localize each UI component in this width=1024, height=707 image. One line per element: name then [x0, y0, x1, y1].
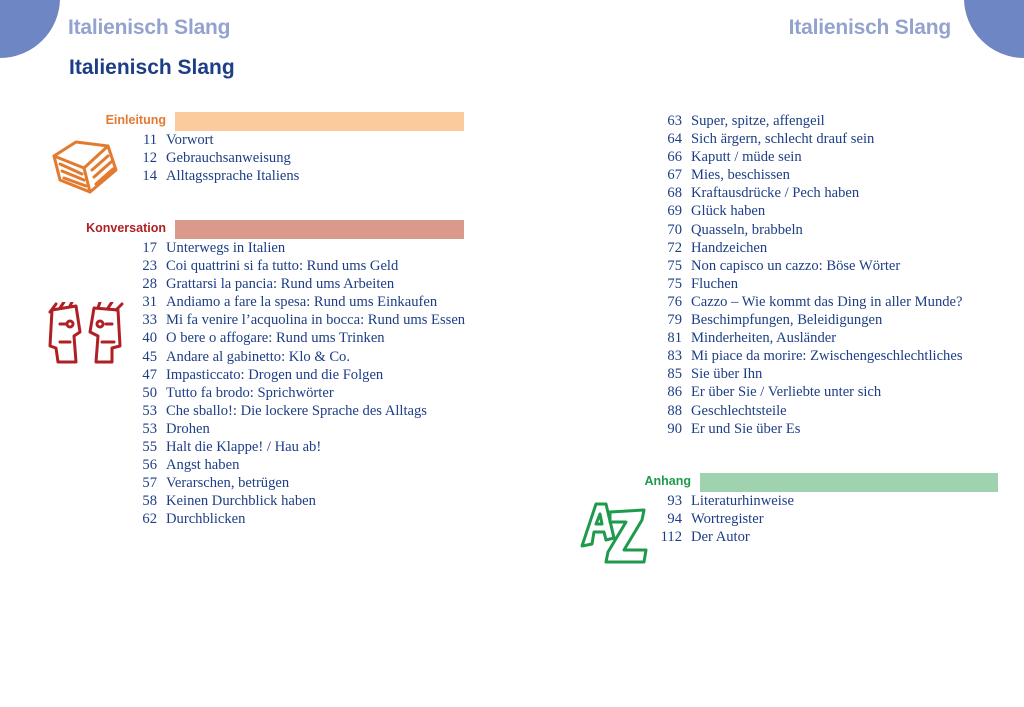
toc-page-number: 53	[142, 420, 157, 437]
toc-entry	[0, 492, 470, 510]
toc-entry-title: Wortregister	[691, 511, 764, 528]
toc-entry	[0, 510, 470, 528]
toc-entry-title: Impasticcato: Drogen und die Folgen	[166, 366, 384, 383]
two-faces-icon	[46, 302, 124, 366]
section-label: Einleitung	[105, 113, 166, 127]
toc-page-number: 58	[142, 493, 157, 510]
toc-page-number: 86	[667, 384, 682, 401]
toc-page-number: 83	[667, 348, 682, 365]
toc-entry	[525, 420, 1005, 438]
toc-entry-title: Fluchen	[691, 275, 739, 292]
toc-entry-title: Durchblicken	[166, 511, 246, 528]
toc-page-number: 56	[142, 457, 157, 474]
section-header	[0, 112, 470, 131]
toc-entry	[0, 384, 470, 402]
toc-entry-title: Verarschen, betrügen	[166, 475, 290, 492]
toc-entry	[0, 366, 470, 384]
toc-page-number: 69	[667, 203, 682, 220]
toc-page-number: 79	[667, 312, 682, 329]
toc-entry-title: Kaputt / müde sein	[691, 149, 802, 166]
toc-page-number: 55	[142, 439, 157, 456]
toc-entry	[525, 402, 1005, 420]
toc-entry	[525, 329, 1005, 347]
toc-entry	[0, 239, 470, 257]
toc-page-number: 75	[667, 275, 682, 292]
toc-page-number: 112	[660, 529, 682, 546]
toc-entry	[525, 130, 1005, 148]
toc-entry	[525, 184, 1005, 202]
toc-entry-title: Super, spitze, affengeil	[691, 113, 825, 129]
toc-entry	[525, 239, 1005, 257]
toc-entry-title: Coi quattrini si fa tutto: Rund ums Geld	[166, 258, 399, 275]
running-head-right: Italienisch Slang	[788, 16, 951, 39]
corner-decoration-right	[964, 0, 1024, 58]
toc-page-number: 62	[142, 511, 157, 528]
toc-entry	[525, 347, 1005, 365]
toc-entry-title: Beschimpfungen, Beleidigungen	[691, 312, 883, 329]
toc-page-number: 63	[667, 113, 682, 129]
toc-entry-title: Non capisco un cazzo: Böse Wörter	[691, 257, 901, 274]
toc-entry	[525, 166, 1005, 184]
toc-entry	[0, 456, 470, 474]
toc-entry-title: Angst haben	[166, 457, 240, 474]
toc-entry	[525, 148, 1005, 166]
toc-page-number: 76	[667, 293, 682, 310]
toc-entry	[525, 112, 1005, 130]
toc-entry-title: Vorwort	[166, 132, 214, 148]
toc-entry-title: Grattarsi la pancia: Rund ums Arbeiten	[166, 276, 395, 293]
toc-entry-title: Minderheiten, Ausländer	[691, 330, 837, 347]
toc-page-number: 23	[142, 258, 157, 275]
section-bar	[175, 112, 464, 131]
section-bar	[175, 220, 464, 239]
toc-entry-title: Sie über Ihn	[691, 366, 763, 383]
toc-page-number: 88	[667, 402, 682, 419]
toc-page-number: 94	[667, 511, 682, 528]
toc-page-number: 33	[142, 312, 157, 329]
toc-entry-title: Quasseln, brabbeln	[691, 221, 803, 238]
toc-entry-title: Alltagssprache Italiens	[166, 168, 300, 185]
toc-list	[0, 239, 470, 529]
toc-entry	[525, 293, 1005, 311]
toc-entry-title: Keinen Durchblick haben	[166, 493, 316, 510]
toc-entry	[0, 438, 470, 456]
toc-entry-title: Tutto fa brodo: Sprichwörter	[166, 384, 334, 401]
section-header	[525, 473, 1005, 492]
toc-entry-title: Sich ärgern, schlecht drauf sein	[691, 131, 875, 148]
toc-page-number: 47	[142, 366, 157, 383]
a-z-icon	[578, 498, 650, 566]
toc-entry-title: Er über Sie / Verliebte unter sich	[691, 384, 882, 401]
toc-entry	[525, 202, 1005, 220]
toc-entry-title: Cazzo – Wie kommt das Ding in aller Munde?	[691, 293, 963, 310]
toc-entry-title: Er und Sie über Es	[691, 420, 801, 437]
toc-page-number: 81	[667, 330, 682, 347]
toc-entry-title: Literaturhinweise	[691, 493, 794, 509]
toc-page-number: 68	[667, 185, 682, 202]
toc-page-number: 45	[142, 348, 157, 365]
toc-page-number: 17	[142, 240, 157, 256]
toc-entry	[0, 275, 470, 293]
toc-page-number: 72	[667, 239, 682, 256]
toc-entry-title: Handzeichen	[691, 239, 768, 256]
toc-page-number: 50	[142, 384, 157, 401]
toc-page-number: 93	[667, 493, 682, 509]
toc-page-number: 75	[667, 257, 682, 274]
toc-entry	[525, 365, 1005, 383]
section-bar	[700, 473, 998, 492]
toc-entry-title: Halt die Klappe! / Hau ab!	[166, 439, 322, 456]
toc-page-number: 40	[142, 330, 157, 347]
toc-entry-title: Unterwegs in Italien	[166, 240, 286, 256]
toc-entry-title: Der Autor	[691, 529, 750, 546]
toc-page-number: 67	[667, 167, 682, 184]
page-title: Italienisch Slang	[69, 56, 235, 79]
toc-entry-title: Gebrauchsanweisung	[166, 150, 291, 167]
toc-entry-title: Mies, beschissen	[691, 167, 790, 184]
section-konversation-continued	[525, 112, 1005, 438]
toc-entry-title: Che sballo!: Die lockere Sprache des Alltags	[166, 402, 427, 419]
toc-entry-title: Andare al gabinetto: Klo & Co.	[166, 348, 351, 365]
toc-page-number: 11	[142, 132, 157, 148]
section-header	[0, 220, 470, 239]
toc-entry	[525, 275, 1005, 293]
toc-page-number: 57	[142, 475, 157, 492]
toc-entry	[0, 402, 470, 420]
open-book-icon	[50, 134, 120, 196]
toc-entry-title: Geschlechtsteile	[691, 402, 787, 419]
toc-entry-title: Mi fa venire l’acquolina in bocca: Rund ums Essen	[166, 312, 466, 329]
toc-entry	[525, 311, 1005, 329]
toc-entry	[0, 257, 470, 275]
section-label: Anhang	[644, 474, 691, 488]
corner-decoration-left	[0, 0, 60, 58]
running-head-left: Italienisch Slang	[68, 16, 231, 39]
toc-page-number: 90	[667, 420, 682, 437]
toc-entry	[0, 474, 470, 492]
toc-entry-title: Mi piace da morire: Zwischengeschlechtliches	[691, 348, 963, 365]
toc-entry	[525, 257, 1005, 275]
toc-page-number: 14	[142, 168, 157, 185]
toc-page-number: 12	[142, 150, 157, 167]
toc-list	[525, 112, 1005, 438]
toc-entry-title: Andiamo a fare la spesa: Rund ums Einkaufen	[166, 294, 438, 311]
toc-entry	[0, 420, 470, 438]
toc-page-number: 64	[667, 131, 682, 148]
toc-page-number: 66	[667, 149, 682, 166]
toc-entry	[525, 221, 1005, 239]
toc-page-number: 70	[667, 221, 682, 238]
toc-entry-title: Drohen	[166, 420, 210, 437]
toc-page-number: 53	[142, 402, 157, 419]
section-konversation	[0, 220, 470, 529]
toc-page-number: 85	[667, 366, 682, 383]
toc-entry-title: Kraftausdrücke / Pech haben	[691, 185, 860, 202]
toc-entry	[525, 383, 1005, 401]
section-label: Konversation	[86, 221, 166, 235]
toc-page-number: 31	[142, 294, 157, 311]
toc-entry-title: O bere o affogare: Rund ums Trinken	[166, 330, 385, 347]
toc-entry-title: Glück haben	[691, 203, 766, 220]
toc-page-number: 28	[142, 276, 157, 293]
